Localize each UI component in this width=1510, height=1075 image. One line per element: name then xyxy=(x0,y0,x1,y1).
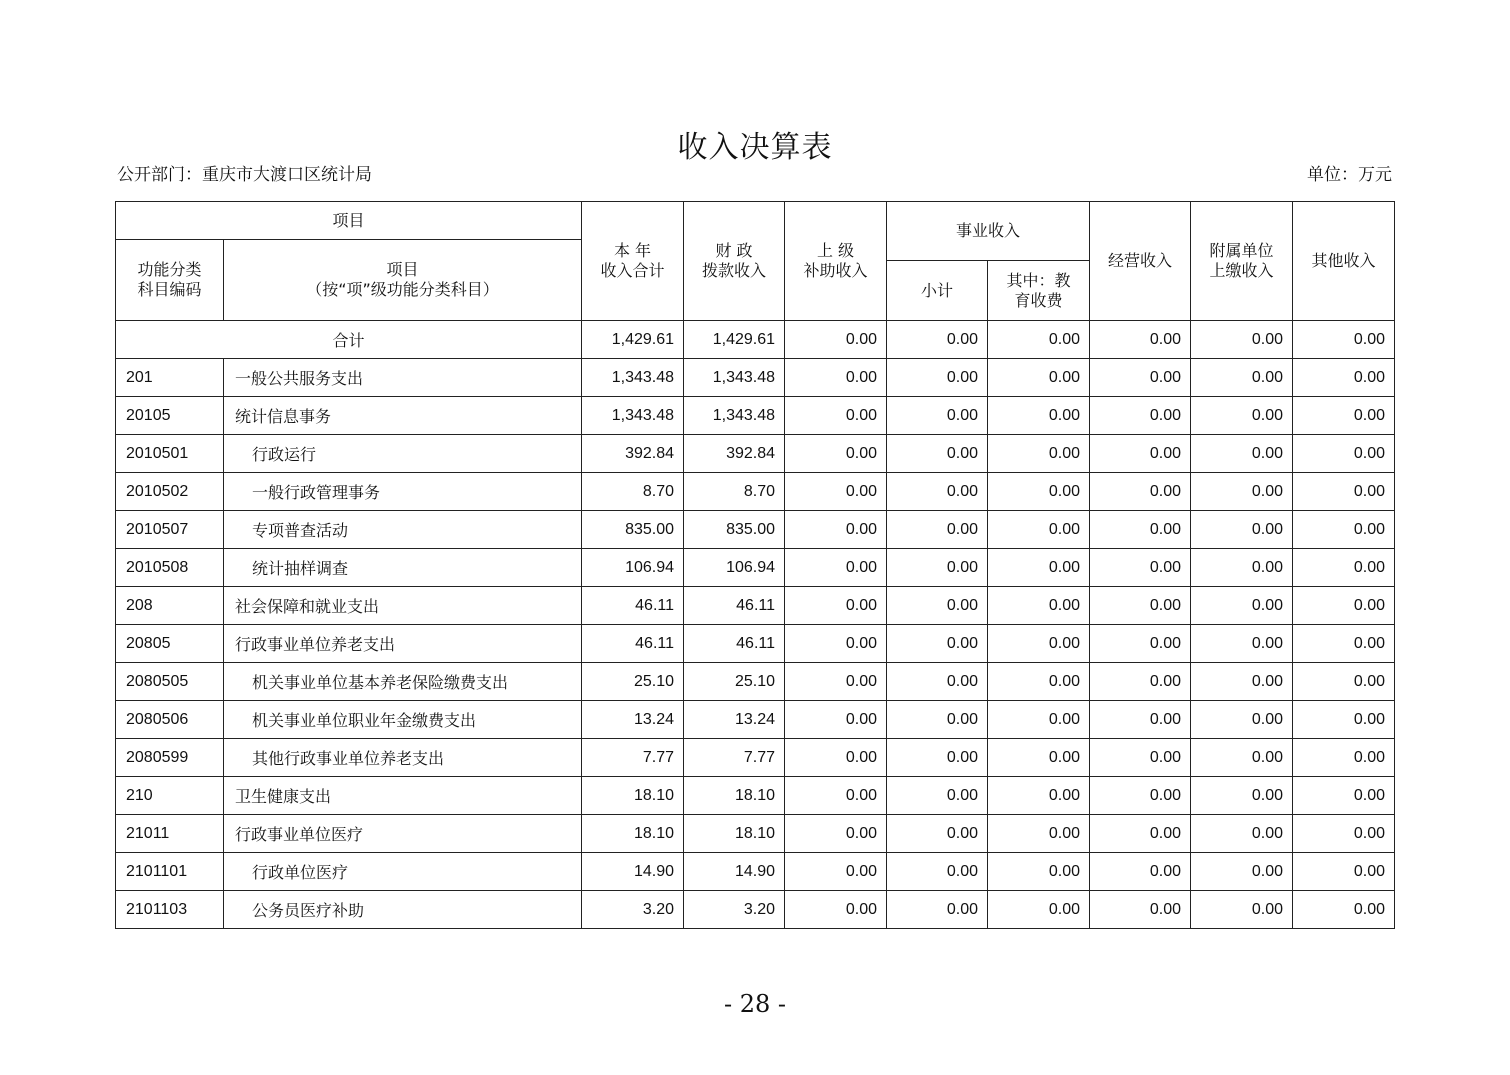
header-name xyxy=(224,240,582,321)
row-value: 13.24 xyxy=(582,701,684,739)
header-fiscal xyxy=(684,202,785,321)
row-value: 0.00 xyxy=(988,587,1090,625)
row-value: 0.00 xyxy=(1090,435,1191,473)
row-value: 0.00 xyxy=(887,701,988,739)
row-value: 0.00 xyxy=(1293,511,1395,549)
total-value: 0.00 xyxy=(1191,321,1293,359)
table-row xyxy=(116,397,1395,435)
row-value: 0.00 xyxy=(1090,853,1191,891)
header-upper xyxy=(785,202,887,321)
row-value: 0.00 xyxy=(988,739,1090,777)
row-code: 210 xyxy=(116,777,224,815)
row-value: 8.70 xyxy=(582,473,684,511)
row-value: 0.00 xyxy=(1191,739,1293,777)
header-fiscal-line2: 拨款收入 xyxy=(702,261,767,280)
header-code xyxy=(116,240,224,321)
row-code: 2080506 xyxy=(116,701,224,739)
row-value: 8.70 xyxy=(684,473,785,511)
row-value: 0.00 xyxy=(1191,815,1293,853)
row-value: 0.00 xyxy=(1191,777,1293,815)
row-value: 0.00 xyxy=(887,891,988,929)
department-label: 公开部门：重庆市大渡口区统计局 xyxy=(117,165,372,185)
total-value: 1,429.61 xyxy=(684,321,785,359)
row-value: 392.84 xyxy=(582,435,684,473)
row-value: 0.00 xyxy=(1191,853,1293,891)
row-value: 46.11 xyxy=(684,625,785,663)
row-value: 0.00 xyxy=(1090,891,1191,929)
row-value: 0.00 xyxy=(887,587,988,625)
row-value: 0.00 xyxy=(785,397,887,435)
table-row xyxy=(116,435,1395,473)
row-code: 21011 xyxy=(116,815,224,853)
row-value: 0.00 xyxy=(988,549,1090,587)
row-value: 0.00 xyxy=(1191,435,1293,473)
row-value: 0.00 xyxy=(887,777,988,815)
header-name-line2: （按“项”级功能分类科目） xyxy=(306,280,499,299)
row-value: 1,343.48 xyxy=(684,359,785,397)
row-value: 0.00 xyxy=(1293,359,1395,397)
total-value: 0.00 xyxy=(1090,321,1191,359)
row-name: 一般公共服务支出 xyxy=(224,359,582,397)
row-name: 卫生健康支出 xyxy=(224,777,582,815)
row-value: 18.10 xyxy=(684,815,785,853)
row-code: 2010507 xyxy=(116,511,224,549)
row-value: 0.00 xyxy=(785,473,887,511)
page-number: - 28 - xyxy=(723,990,786,1018)
row-value: 18.10 xyxy=(582,815,684,853)
row-value: 0.00 xyxy=(785,739,887,777)
row-value: 0.00 xyxy=(1293,701,1395,739)
row-value: 0.00 xyxy=(1191,359,1293,397)
row-code: 201 xyxy=(116,359,224,397)
row-value: 3.20 xyxy=(684,891,785,929)
table-row xyxy=(116,625,1395,663)
row-value: 392.84 xyxy=(684,435,785,473)
row-value: 0.00 xyxy=(1191,549,1293,587)
table-row xyxy=(116,549,1395,587)
row-value: 0.00 xyxy=(1191,701,1293,739)
row-value: 0.00 xyxy=(1293,625,1395,663)
row-value: 0.00 xyxy=(1090,815,1191,853)
row-value: 3.20 xyxy=(582,891,684,929)
row-value: 13.24 xyxy=(684,701,785,739)
row-value: 46.11 xyxy=(582,625,684,663)
row-value: 0.00 xyxy=(1090,701,1191,739)
row-value: 0.00 xyxy=(785,435,887,473)
row-value: 0.00 xyxy=(887,663,988,701)
row-value: 18.10 xyxy=(582,777,684,815)
table-header xyxy=(116,202,1395,321)
row-value: 14.90 xyxy=(684,853,785,891)
row-value: 0.00 xyxy=(988,853,1090,891)
header-upper-line2: 补助收入 xyxy=(803,261,868,280)
row-value: 0.00 xyxy=(1293,891,1395,929)
table-row xyxy=(116,359,1395,397)
row-value: 0.00 xyxy=(1191,891,1293,929)
header-subtotal: 小计 xyxy=(887,261,988,321)
header-other: 其他收入 xyxy=(1293,202,1395,321)
row-value: 0.00 xyxy=(785,549,887,587)
row-value: 0.00 xyxy=(1191,511,1293,549)
row-value: 0.00 xyxy=(887,625,988,663)
row-name: 一般行政管理事务 xyxy=(224,473,582,511)
row-value: 0.00 xyxy=(887,511,988,549)
row-code: 2080505 xyxy=(116,663,224,701)
row-value: 0.00 xyxy=(1293,739,1395,777)
row-name: 其他行政事业单位养老支出 xyxy=(224,739,582,777)
header-total xyxy=(582,202,684,321)
row-value: 18.10 xyxy=(684,777,785,815)
table-row xyxy=(116,815,1395,853)
row-value: 0.00 xyxy=(887,815,988,853)
row-value: 0.00 xyxy=(887,739,988,777)
row-value: 106.94 xyxy=(684,549,785,587)
header-edu-line2: 育收费 xyxy=(1014,290,1063,310)
row-value: 0.00 xyxy=(1293,815,1395,853)
row-value: 0.00 xyxy=(988,663,1090,701)
row-value: 0.00 xyxy=(887,549,988,587)
row-value: 0.00 xyxy=(988,359,1090,397)
row-name: 行政单位医疗 xyxy=(224,853,582,891)
total-value: 0.00 xyxy=(887,321,988,359)
header-upper-line1: 上 级 xyxy=(816,241,855,260)
row-value: 7.77 xyxy=(582,739,684,777)
total-value: 0.00 xyxy=(988,321,1090,359)
row-code: 2010501 xyxy=(116,435,224,473)
row-value: 1,343.48 xyxy=(582,359,684,397)
row-code: 20105 xyxy=(116,397,224,435)
table-row xyxy=(116,891,1395,929)
row-value: 46.11 xyxy=(684,587,785,625)
row-value: 0.00 xyxy=(1191,625,1293,663)
row-value: 835.00 xyxy=(582,511,684,549)
header-affiliated-line1: 附属单位 xyxy=(1209,241,1274,260)
row-value: 0.00 xyxy=(988,397,1090,435)
header-edu-line1: 其中：教 xyxy=(1006,270,1071,290)
header-name-line1: 项目 xyxy=(386,260,419,279)
row-value: 0.00 xyxy=(785,891,887,929)
row-value: 0.00 xyxy=(1191,663,1293,701)
row-value: 0.00 xyxy=(1293,587,1395,625)
row-value: 0.00 xyxy=(1090,777,1191,815)
total-value: 0.00 xyxy=(785,321,887,359)
row-value: 0.00 xyxy=(1191,397,1293,435)
header-edu xyxy=(988,261,1090,321)
row-value: 25.10 xyxy=(582,663,684,701)
row-name: 机关事业单位基本养老保险缴费支出 xyxy=(224,663,582,701)
row-value: 0.00 xyxy=(1293,853,1395,891)
row-value: 0.00 xyxy=(887,397,988,435)
row-value: 0.00 xyxy=(1191,473,1293,511)
header-total-line2: 收入合计 xyxy=(600,261,665,280)
row-value: 1,343.48 xyxy=(582,397,684,435)
row-value: 0.00 xyxy=(988,625,1090,663)
row-code: 2010508 xyxy=(116,549,224,587)
row-value: 0.00 xyxy=(1090,663,1191,701)
row-value: 0.00 xyxy=(1090,549,1191,587)
row-value: 0.00 xyxy=(1293,549,1395,587)
row-value: 0.00 xyxy=(1090,587,1191,625)
row-value: 0.00 xyxy=(887,435,988,473)
table-row xyxy=(116,777,1395,815)
row-value: 0.00 xyxy=(785,777,887,815)
unit-label: 单位：万元 xyxy=(1307,165,1392,185)
row-value: 0.00 xyxy=(785,625,887,663)
row-value: 0.00 xyxy=(988,777,1090,815)
row-name: 统计抽样调查 xyxy=(224,549,582,587)
header-code-line2: 科目编码 xyxy=(137,280,202,299)
table-body xyxy=(116,321,1395,929)
row-name: 统计信息事务 xyxy=(224,397,582,435)
row-value: 0.00 xyxy=(1293,663,1395,701)
row-value: 0.00 xyxy=(988,701,1090,739)
row-value: 0.00 xyxy=(785,701,887,739)
table-row xyxy=(116,701,1395,739)
row-code: 20805 xyxy=(116,625,224,663)
row-name: 机关事业单位职业年金缴费支出 xyxy=(224,701,582,739)
row-value: 0.00 xyxy=(1090,625,1191,663)
row-name: 行政事业单位医疗 xyxy=(224,815,582,853)
row-value: 0.00 xyxy=(1090,473,1191,511)
header-total-line1: 本 年 xyxy=(613,241,652,260)
row-name: 行政事业单位养老支出 xyxy=(224,625,582,663)
row-value: 46.11 xyxy=(582,587,684,625)
row-value: 106.94 xyxy=(582,549,684,587)
header-fiscal-line1: 财 政 xyxy=(715,241,753,260)
row-value: 0.00 xyxy=(1293,777,1395,815)
table-row xyxy=(116,511,1395,549)
row-value: 0.00 xyxy=(1090,739,1191,777)
header-affiliated xyxy=(1191,202,1293,321)
table-row xyxy=(116,853,1395,891)
total-row xyxy=(116,321,1395,359)
row-value: 0.00 xyxy=(887,359,988,397)
table-row xyxy=(116,739,1395,777)
row-value: 0.00 xyxy=(1191,587,1293,625)
row-name: 专项普查活动 xyxy=(224,511,582,549)
row-value: 0.00 xyxy=(1090,359,1191,397)
table-row xyxy=(116,473,1395,511)
header-item: 项目 xyxy=(116,202,582,240)
row-value: 1,343.48 xyxy=(684,397,785,435)
row-value: 0.00 xyxy=(785,815,887,853)
row-value: 0.00 xyxy=(785,587,887,625)
row-code: 2080599 xyxy=(116,739,224,777)
row-value: 0.00 xyxy=(1090,397,1191,435)
row-value: 0.00 xyxy=(785,853,887,891)
row-value: 0.00 xyxy=(887,853,988,891)
header-affiliated-line2: 上缴收入 xyxy=(1209,261,1274,280)
row-value: 0.00 xyxy=(1293,473,1395,511)
table-row xyxy=(116,587,1395,625)
row-value: 7.77 xyxy=(684,739,785,777)
row-value: 0.00 xyxy=(988,815,1090,853)
header-code-line1: 功能分类 xyxy=(137,260,202,279)
row-name: 社会保障和就业支出 xyxy=(224,587,582,625)
row-value: 0.00 xyxy=(785,359,887,397)
row-value: 0.00 xyxy=(887,473,988,511)
table-row xyxy=(116,663,1395,701)
income-table xyxy=(115,201,1395,929)
total-label: 合计 xyxy=(116,321,582,359)
row-code: 2101103 xyxy=(116,891,224,929)
row-value: 0.00 xyxy=(1090,511,1191,549)
row-value: 0.00 xyxy=(988,891,1090,929)
row-value: 835.00 xyxy=(684,511,785,549)
row-value: 0.00 xyxy=(988,473,1090,511)
row-value: 0.00 xyxy=(785,511,887,549)
row-name: 公务员医疗补助 xyxy=(224,891,582,929)
page-title: 收入决算表 xyxy=(677,130,833,165)
row-value: 0.00 xyxy=(988,435,1090,473)
row-value: 25.10 xyxy=(684,663,785,701)
header-operating: 经营收入 xyxy=(1090,202,1191,321)
row-value: 0.00 xyxy=(1293,397,1395,435)
row-value: 0.00 xyxy=(1293,435,1395,473)
row-name: 行政运行 xyxy=(224,435,582,473)
header-business: 事业收入 xyxy=(887,202,1090,261)
row-code: 208 xyxy=(116,587,224,625)
row-value: 0.00 xyxy=(988,511,1090,549)
row-code: 2010502 xyxy=(116,473,224,511)
row-value: 14.90 xyxy=(582,853,684,891)
total-value: 1,429.61 xyxy=(582,321,684,359)
row-value: 0.00 xyxy=(785,663,887,701)
row-code: 2101101 xyxy=(116,853,224,891)
total-value: 0.00 xyxy=(1293,321,1395,359)
